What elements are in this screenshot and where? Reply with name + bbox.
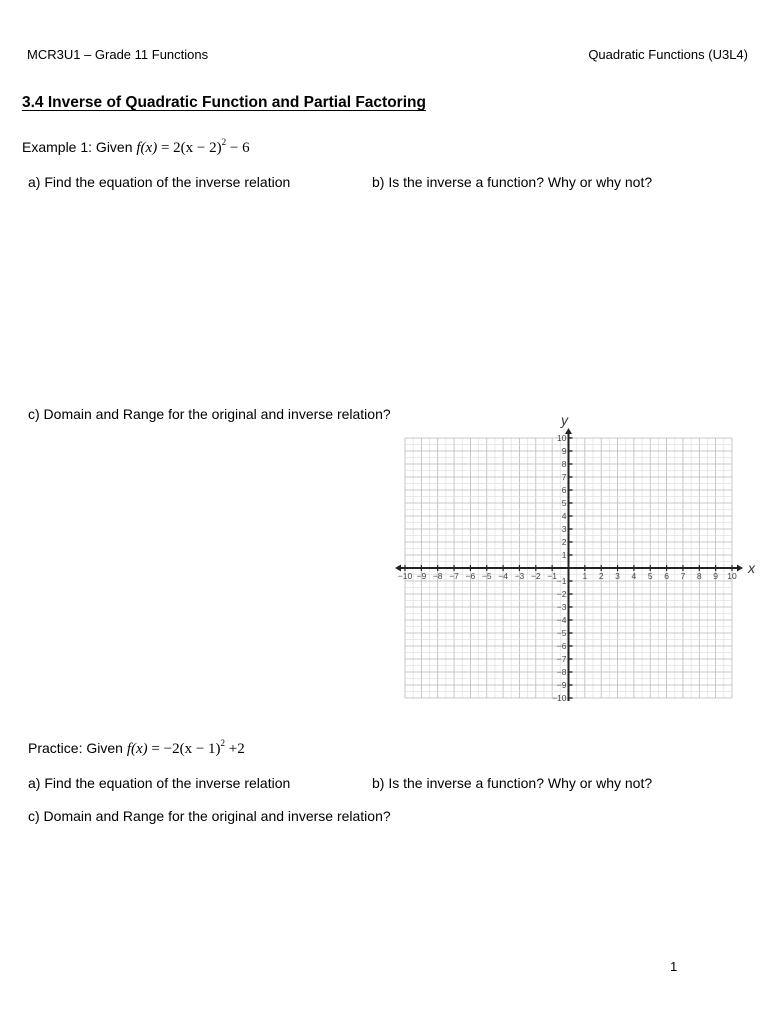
y-tick-label: −7 <box>556 654 567 664</box>
y-tick-label: −1 <box>556 576 567 586</box>
x-tick-label: −6 <box>465 571 476 581</box>
y-tick-label: −2 <box>556 589 567 599</box>
x-tick-label: 9 <box>713 571 719 581</box>
y-tick-label: −3 <box>556 602 567 612</box>
practice-question-b: b) Is the inverse a function? Why or why not? <box>372 775 653 791</box>
y-axis-label: y <box>561 414 568 428</box>
y-tick-label: 2 <box>561 537 567 547</box>
x-tick-label: −1 <box>547 571 558 581</box>
y-tick-label: −9 <box>556 680 567 690</box>
y-tick-label: −8 <box>556 667 567 677</box>
x-axis-label: x <box>748 560 755 576</box>
x-tick-label: −3 <box>514 571 525 581</box>
y-tick-label: 3 <box>561 524 567 534</box>
y-tick-label: 8 <box>561 459 567 469</box>
example1-statement <box>22 139 250 157</box>
y-tick-label: 4 <box>561 511 567 521</box>
y-tick-label: 5 <box>561 498 567 508</box>
x-tick-label: −9 <box>416 571 427 581</box>
y-tick-label: −4 <box>556 615 567 625</box>
example1-function-lhs: f(x) <box>136 140 158 156</box>
page-title: 3.4 Inverse of Quadratic Function and Partial Factoring <box>22 94 426 111</box>
x-tick-label: 3 <box>615 571 620 581</box>
y-tick-label: −5 <box>556 628 567 638</box>
example1-function-tail: − 6 <box>226 140 250 156</box>
practice-exponent: 2 <box>220 738 226 748</box>
x-tick-label: 5 <box>647 571 653 581</box>
example1-question-b: b) Is the inverse a function? Why or why not? <box>372 174 653 190</box>
x-tick-label: −7 <box>449 571 459 581</box>
x-tick-label: −8 <box>432 571 443 581</box>
practice-function-tail: +2 <box>225 741 245 757</box>
x-tick-label: 4 <box>631 571 637 581</box>
practice-statement <box>28 740 245 758</box>
example1-question-a: a) Find the equation of the inverse relation <box>28 174 291 190</box>
page-number: 1 <box>670 959 678 974</box>
practice-intro: Practice: Given <box>28 740 127 756</box>
x-tick-label: 10 <box>727 571 737 581</box>
practice-question-c: c) Domain and Range for the original and inverse relation? <box>28 808 391 824</box>
y-tick-label: 10 <box>557 433 567 443</box>
example1-function-rhs: = 2(x − 2) <box>160 140 222 156</box>
practice-question-a: a) Find the equation of the inverse relation <box>28 775 291 791</box>
x-tick-label: −5 <box>481 571 492 581</box>
x-tick-label: −10 <box>397 571 413 581</box>
y-tick-label: 7 <box>561 472 567 482</box>
x-tick-label: 6 <box>664 571 669 581</box>
x-tick-label: 2 <box>598 571 604 581</box>
x-tick-label: −2 <box>530 571 541 581</box>
y-tick-label: −6 <box>556 641 567 651</box>
y-tick-label: −10 <box>552 693 567 703</box>
practice-function-rhs: = −2(x − 1) <box>151 741 221 757</box>
y-tick-label: 6 <box>561 485 567 495</box>
example1-function <box>136 137 250 156</box>
example1-question-c: c) Domain and Range for the original and inverse relation? <box>28 406 391 422</box>
y-tick-label: 1 <box>561 550 567 560</box>
practice-function <box>126 738 245 757</box>
y-tick-label: 9 <box>561 446 567 456</box>
x-axis-arrow-right <box>737 565 743 572</box>
header-unit: Quadratic Functions (U3L4) <box>588 47 748 62</box>
coordinate-grid <box>395 414 760 710</box>
header-course: MCR3U1 – Grade 11 Functions <box>27 47 209 62</box>
practice-function-lhs: f(x) <box>126 741 148 757</box>
x-tick-label: −4 <box>498 571 508 581</box>
example1-intro: Example 1: Given <box>22 139 137 155</box>
x-tick-label: 8 <box>696 571 702 581</box>
x-tick-label: 1 <box>582 571 588 581</box>
example1-exponent: 2 <box>221 137 227 147</box>
x-tick-label: 7 <box>680 571 686 581</box>
